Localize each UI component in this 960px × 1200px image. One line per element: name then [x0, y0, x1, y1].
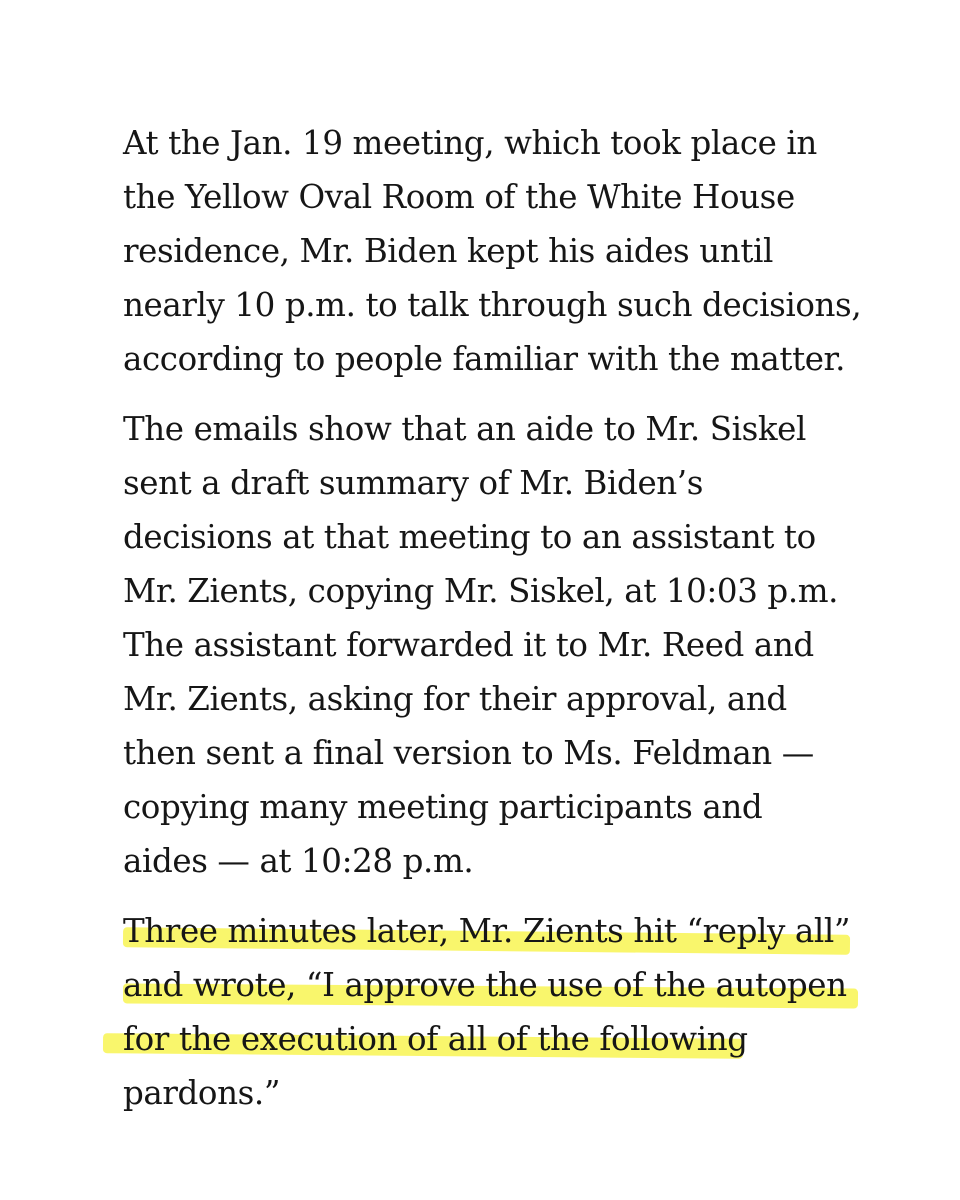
- text-line: pardons.”: [123, 1074, 281, 1112]
- highlighted-text: and wrote, “I approve the use of the autopen: [123, 966, 847, 1004]
- highlighted-line: [123, 1012, 858, 1066]
- article-body: [123, 116, 862, 1136]
- text-line: The emails show that an aide to Mr. Siskel: [123, 410, 806, 448]
- highlighted-text: for the execution of all of the following: [123, 1020, 748, 1058]
- text-line: sent a draft summary of Mr. Biden’s: [123, 464, 704, 502]
- text-line: then sent a final version to Ms. Feldman —: [123, 734, 814, 772]
- paragraph-meeting: [123, 116, 862, 386]
- highlighted-line: [123, 958, 858, 1012]
- highlighted-text: Three minutes later, Mr. Zients hit “reply all”: [123, 912, 851, 950]
- text-line: copying many meeting participants and: [123, 788, 763, 826]
- text-line: residence, Mr. Biden kept his aides until: [123, 232, 773, 270]
- text-line: decisions at that meeting to an assistant to: [123, 518, 816, 556]
- text-line: Mr. Zients, asking for their approval, and: [123, 680, 787, 718]
- paragraph-emails: [123, 402, 858, 888]
- text-line: At the Jan. 19 meeting, which took place in: [123, 124, 817, 162]
- text-line: nearly 10 p.m. to talk through such decisions,: [123, 286, 862, 324]
- paragraph-highlighted-quote: [123, 904, 858, 1120]
- text-line: The assistant forwarded it to Mr. Reed and: [123, 626, 814, 664]
- text-line: the Yellow Oval Room of the White House: [123, 178, 795, 216]
- highlighted-line: [123, 904, 858, 958]
- text-line: aides — at 10:28 p.m.: [123, 842, 474, 880]
- text-line: according to people familiar with the matter.: [123, 340, 846, 378]
- text-line: Mr. Zients, copying Mr. Siskel, at 10:03 p.m.: [123, 572, 839, 610]
